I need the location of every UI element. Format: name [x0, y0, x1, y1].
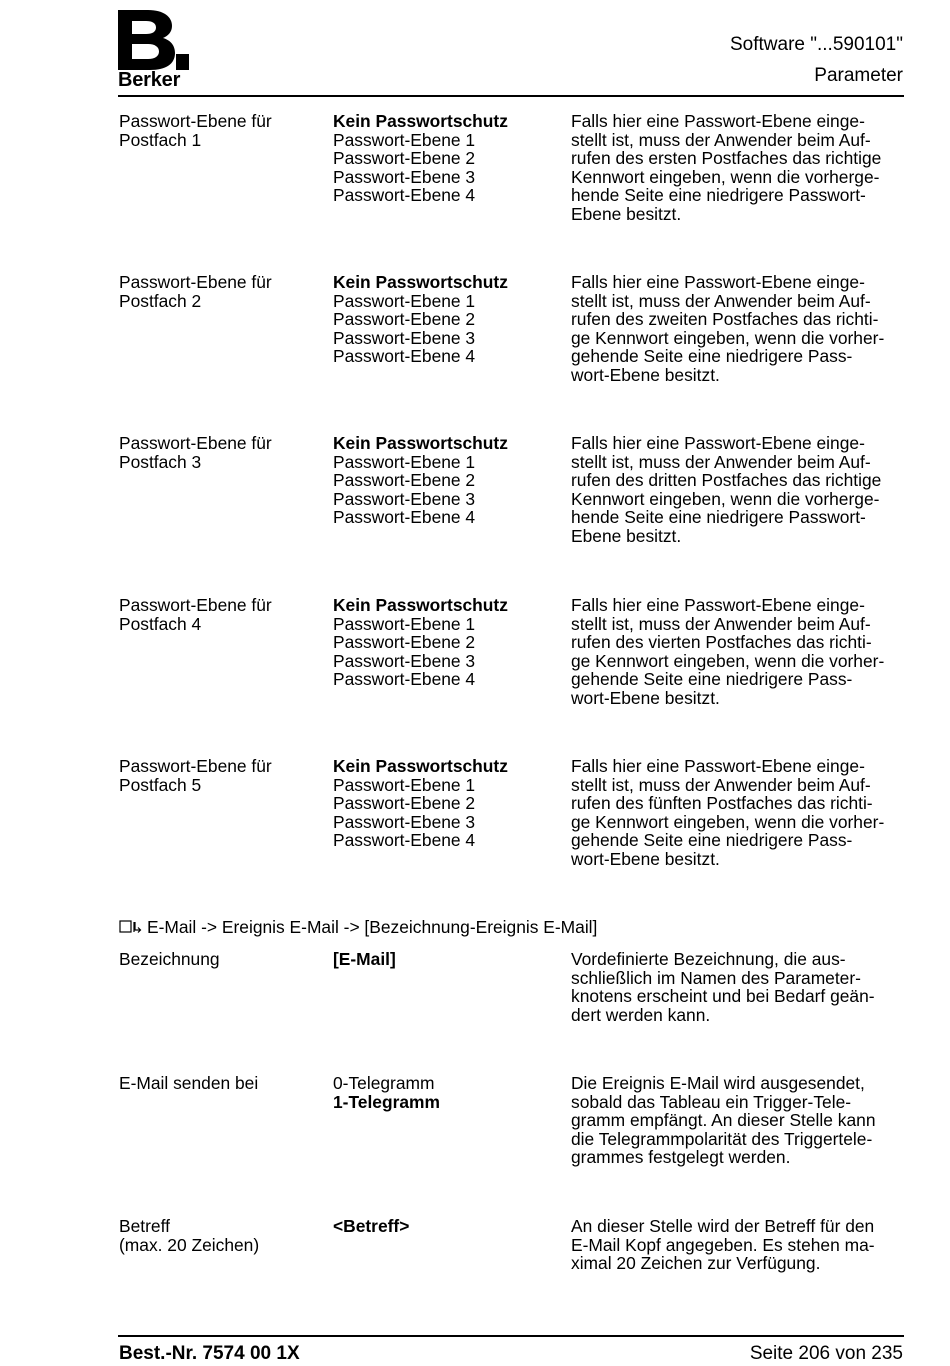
parameter-description-line: wort-Ebene besitzt. — [571, 848, 720, 869]
parameter-name — [119, 1217, 324, 1254]
parameter-description-line: Vordefinierte Bezeichnung, die aus- — [571, 949, 846, 969]
parameter-option: Passwort-Ebene 3 — [333, 166, 476, 187]
parameter-description-line: ximal 20 Zeichen zur Verfügung. — [571, 1253, 821, 1273]
parameter-description-line: stellt ist, muss der Anwender beim Auf- — [571, 774, 871, 795]
parameter-description-line: Die Ereignis E-Mail wird ausgesendet, — [571, 1073, 865, 1093]
parameter-option: [E-Mail] — [333, 949, 396, 969]
parameter-description-line: grammes festgelegt werden. — [571, 1147, 791, 1167]
parameter-name-line: Passwort-Ebene für — [119, 595, 272, 615]
section-heading — [119, 917, 597, 937]
parameter-description — [571, 1217, 907, 1273]
parameter-options — [333, 112, 563, 205]
parameter-option: Passwort-Ebene 1 — [333, 774, 476, 795]
software-title: Software "...590101" — [730, 34, 903, 55]
parameter-description-line: gehende Seite eine niedrigere Pass- — [571, 669, 853, 689]
parameter-options — [333, 434, 563, 527]
parameter-name — [119, 596, 324, 633]
header-divider — [118, 95, 904, 97]
parameter-description-line: gehende Seite eine niedrigere Pass- — [571, 830, 853, 850]
parameter-option: Kein Passwortschutz — [333, 111, 508, 131]
parameter-description-line: Falls hier eine Passwort-Ebene einge- — [571, 595, 865, 615]
parameter-options — [333, 1217, 563, 1236]
parameter-options — [333, 1074, 563, 1111]
parameter-name-line: Postfach 2 — [119, 290, 202, 311]
parameter-description-line: die Telegrammpolarität des Triggertele- — [571, 1128, 873, 1149]
parameter-name-line: Bezeichnung — [119, 949, 220, 969]
parameter-option: Passwort-Ebene 3 — [333, 327, 476, 348]
parameter-option: Passwort-Ebene 1 — [333, 129, 476, 150]
parameter-description-line: ge Kennwort eingeben, wenn die vorher- — [571, 327, 885, 348]
parameter-description-line: schließlich im Namen des Parameter- — [571, 967, 861, 988]
parameter-option: Passwort-Ebene 1 — [333, 613, 476, 634]
parameter-name — [119, 112, 324, 149]
parameter-name-line: (max. 20 Zeichen) — [119, 1234, 260, 1255]
parameter-description-line: ge Kennwort eingeben, wenn die vorher- — [571, 650, 885, 671]
parameter-option: Passwort-Ebene 1 — [333, 451, 476, 472]
parameter-name-line: Passwort-Ebene für — [119, 756, 272, 776]
parameter-description-line: Ebene besitzt. — [571, 203, 682, 224]
parameter-name-line: Passwort-Ebene für — [119, 272, 272, 292]
parameter-name — [119, 950, 324, 969]
parameter-description-line: Falls hier eine Passwort-Ebene einge- — [571, 756, 865, 776]
parameter-name-line: E-Mail senden bei — [119, 1073, 259, 1093]
parameter-option: Passwort-Ebene 1 — [333, 290, 476, 311]
parameter-option: Passwort-Ebene 2 — [333, 470, 476, 490]
parameter-option: Passwort-Ebene 2 — [333, 632, 476, 652]
parameter-option: Passwort-Ebene 2 — [333, 793, 476, 813]
parameter-description-line: Ebene besitzt. — [571, 525, 682, 546]
parameter-description-line: wort-Ebene besitzt. — [571, 687, 720, 708]
parameter-option: Passwort-Ebene 4 — [333, 346, 476, 366]
parameter-description-line: rufen des ersten Postfaches das richtige — [571, 148, 882, 168]
parameter-description-line: Kennwort eingeben, wenn die vorherge- — [571, 488, 880, 509]
parameter-option: Passwort-Ebene 4 — [333, 185, 476, 205]
parameter-description — [571, 596, 907, 707]
footer-divider — [118, 1335, 904, 1337]
parameter-name — [119, 757, 324, 794]
parameter-description-line: knotens erscheint und bei Bedarf geän- — [571, 986, 875, 1006]
parameter-description — [571, 112, 907, 223]
parameter-name-line: Passwort-Ebene für — [119, 433, 272, 453]
parameter-description-line: gehende Seite eine niedrigere Pass- — [571, 346, 853, 366]
parameter-options — [333, 950, 563, 969]
parameter-description — [571, 273, 907, 384]
parameter-option: Passwort-Ebene 2 — [333, 148, 476, 168]
parameter-option: 1-Telegramm — [333, 1091, 440, 1112]
parameter-option: Passwort-Ebene 2 — [333, 309, 476, 329]
parameter-description-line: Kennwort eingeben, wenn die vorherge- — [571, 166, 880, 187]
parameter-option: Kein Passwortschutz — [333, 595, 508, 615]
parameter-description-line: E-Mail Kopf angegeben. Es stehen ma- — [571, 1234, 875, 1255]
parameter-option: Passwort-Ebene 3 — [333, 650, 476, 671]
parameter-option: Kein Passwortschutz — [333, 756, 508, 776]
parameter-name-line: Postfach 3 — [119, 451, 202, 472]
parameter-options — [333, 273, 563, 366]
parameter-description-line: rufen des fünften Postfaches das richti- — [571, 793, 873, 813]
parameter-description-line: stellt ist, muss der Anwender beim Auf- — [571, 613, 871, 634]
parameter-options — [333, 596, 563, 689]
parameter-description-line: ge Kennwort eingeben, wenn die vorher- — [571, 811, 885, 832]
parameter-description — [571, 434, 907, 545]
parameter-description-line: stellt ist, muss der Anwender beim Auf- — [571, 451, 871, 472]
section-title: Parameter — [814, 65, 903, 86]
parameter-option: 0-Telegramm — [333, 1073, 435, 1093]
parameter-name-line: Postfach 1 — [119, 129, 202, 150]
brand-name: Berker — [118, 69, 181, 91]
parameter-option: Passwort-Ebene 3 — [333, 488, 476, 509]
parameter-description-line: wort-Ebene besitzt. — [571, 364, 720, 385]
parameter-description-line: sobald das Tableau ein Trigger-Tele- — [571, 1091, 852, 1112]
parameter-description-line: Falls hier eine Passwort-Ebene einge- — [571, 111, 865, 131]
parameter-description-line: An dieser Stelle wird der Betreff für den — [571, 1216, 875, 1236]
parameter-option: Kein Passwortschutz — [333, 433, 508, 453]
parameter-description-line: gramm empfängt. An dieser Stelle kann — [571, 1110, 876, 1130]
parameter-option: Passwort-Ebene 4 — [333, 830, 476, 850]
berker-logo-mark — [118, 10, 190, 70]
parameter-name-line: Postfach 4 — [119, 613, 202, 634]
parameter-name — [119, 273, 324, 310]
parameter-description-line: hende Seite eine niedrigere Passwort- — [571, 185, 866, 205]
parameter-option: Passwort-Ebene 3 — [333, 811, 476, 832]
parameter-option: Passwort-Ebene 4 — [333, 507, 476, 527]
parameter-description-line: stellt ist, muss der Anwender beim Auf- — [571, 129, 871, 150]
parameter-description-line: Falls hier eine Passwort-Ebene einge- — [571, 433, 865, 453]
page-number: Seite 206 von 235 — [749, 1343, 903, 1364]
parameter-description-line: rufen des vierten Postfaches das richti- — [571, 632, 872, 652]
parameter-description-line: rufen des dritten Postfaches das richtige — [571, 470, 882, 490]
parameter-name-line: Passwort-Ebene für — [119, 111, 272, 131]
parameter-option: <Betreff> — [333, 1216, 410, 1236]
parameter-node-icon — [119, 919, 147, 935]
parameter-description — [571, 757, 907, 868]
parameter-option: Kein Passwortschutz — [333, 272, 508, 292]
section-heading-text: E-Mail -> Ereignis E-Mail -> [Bezeichnung-Ereignis E-Mail] — [147, 917, 598, 937]
parameter-description-line: Falls hier eine Passwort-Ebene einge- — [571, 272, 865, 292]
parameter-description — [571, 1074, 907, 1167]
parameter-description-line: stellt ist, muss der Anwender beim Auf- — [571, 290, 871, 311]
parameter-name — [119, 434, 324, 471]
parameter-name-line: Postfach 5 — [119, 774, 202, 795]
order-number: Best.-Nr. 7574 00 1X — [119, 1343, 300, 1364]
parameter-description-line: rufen des zweiten Postfaches das richti- — [571, 309, 879, 329]
parameter-description — [571, 950, 907, 1024]
parameter-description-line: dert werden kann. — [571, 1004, 711, 1025]
parameter-name — [119, 1074, 324, 1093]
berker-logo — [118, 10, 190, 90]
parameter-description-line: hende Seite eine niedrigere Passwort- — [571, 507, 866, 527]
parameter-options — [333, 757, 563, 850]
parameter-option: Passwort-Ebene 4 — [333, 669, 476, 689]
parameter-name-line: Betreff — [119, 1216, 170, 1236]
